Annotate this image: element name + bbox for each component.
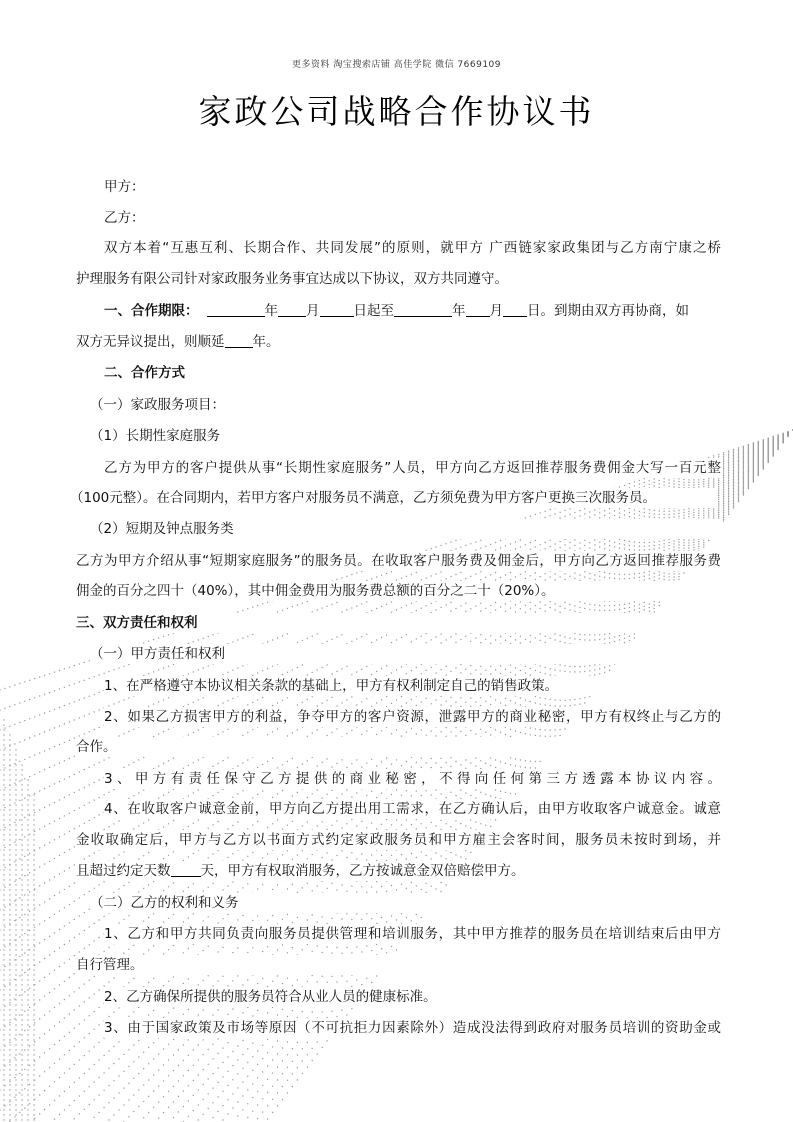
end-year-blank xyxy=(394,302,452,317)
renewal-text: 双方无异议提出，则顺延 xyxy=(76,334,225,350)
party-a-clause-3: 3、甲方有责任保守乙方提供的商业秘密，不得向任何第三方透露本协议内容。 xyxy=(104,771,721,787)
intro-paragraph-line-2: 护理服务有限公司针对家政服务业务事宜达成以下协议，双方共同遵守。 xyxy=(76,269,721,289)
party-b-clause-1-line-1: 1、乙方和甲方共同负责向服务员提供管理和培训服务，其中甲方推荐的服务员在培训结束后由甲方 xyxy=(104,926,721,942)
section-1-heading: 一、合作期限： xyxy=(104,303,199,319)
section-2-item-2-title: （2）短期及钟点服务类 xyxy=(90,519,721,539)
section-2-item-1-line-2: （100元整）。在合同期内，若甲方客户对服务员不满意，乙方须免费为甲方客户更换三次服务员。 xyxy=(70,488,715,508)
party-b-line xyxy=(104,208,721,228)
day-end-label: 日。到期由双方再协商，如 xyxy=(527,303,689,319)
party-a-clause-2-line-2: 合作。 xyxy=(76,737,721,757)
party-a-line xyxy=(104,177,721,197)
section-1-line-2 xyxy=(76,332,721,352)
section-3-subheading-2: （二）乙方的权利和义务 xyxy=(90,893,721,913)
month-label: 月 xyxy=(489,303,503,319)
document-title: 家政公司战略合作协议书 xyxy=(198,92,595,131)
cancellation-text: 天，甲方有权取消服务，乙方按诚意金双倍赔偿甲方。 xyxy=(200,863,525,879)
header-note: 更多资料 淘宝搜索店铺 高佳学院 微信 7669109 xyxy=(291,60,502,70)
agreed-days-blank xyxy=(171,862,201,877)
end-day-blank xyxy=(503,302,527,317)
section-2-item-1-line-1: 乙方为甲方的客户提供从事“长期性家庭服务”人员，甲方向乙方返回推荐服务费佣金大写一百元整 xyxy=(104,460,721,476)
party-a-clause-1: 1、在严格遵守本协议相关条款的基础上，甲方有权利制定自己的销售政策。 xyxy=(104,676,721,696)
start-month-blank xyxy=(278,302,306,317)
party-b-clause-2: 2、乙方确保所提供的服务员符合从业人员的健康标准。 xyxy=(104,987,721,1007)
month-label: 月 xyxy=(306,303,320,319)
party-a-clause-4-line-2: 金收取确定后，甲方与乙方以书面方式约定家政服务员和甲方雇主会客时间，服务员未按时到场，并 xyxy=(76,832,721,848)
section-2-item-2-line-1: 乙方为甲方介绍从事“短期家庭服务”的服务员。在收取客户服务费及佣金后，甲方向乙方返回推荐服务费 xyxy=(76,553,721,569)
start-year-blank xyxy=(207,302,265,317)
renewal-years-blank xyxy=(225,333,253,348)
end-month-blank xyxy=(466,302,490,317)
section-2-subheading-1: （一）家政服务项目： xyxy=(90,395,721,415)
section-1-line-1 xyxy=(104,301,721,321)
party-a-clause-2-line-1: 2、如果乙方损害甲方的利益，争夺甲方的客户资源，泄露甲方的商业秘密，甲方有权终止与乙方的 xyxy=(104,709,721,725)
section-3-subheading-1: （一）甲方责任和权利 xyxy=(90,644,721,664)
party-a-clause-4-line-3 xyxy=(76,861,721,881)
renewal-year-label: 年。 xyxy=(252,334,280,350)
agreed-days-text: 且超过约定天数 xyxy=(76,863,171,879)
year-label: 年 xyxy=(264,303,278,319)
start-day-blank xyxy=(320,302,354,317)
section-2-item-2-line-2: 佣金的百分之四十（40%），其中佣金费用为服务费总额的百分之二十（20%）。 xyxy=(76,581,721,601)
party-b-label: 乙方： xyxy=(104,210,145,226)
party-b-clause-3: 3、由于国家政策及市场等原因（不可抗拒力因素除外）造成没法得到政府对服务员培训的资助金或 xyxy=(104,1020,721,1036)
intro-paragraph-line-1: 双方本着“互惠互利、长期合作、共同发展”的原则，就甲方 广西链家家政集团与乙方南宁康之桥 xyxy=(104,240,721,256)
party-b-clause-1-line-2: 自行管理。 xyxy=(76,955,721,975)
party-a-clause-4-line-1: 4、在收取客户诚意金前，甲方向乙方提出用工需求，在乙方确认后，由甲方收取客户诚意金。诚意 xyxy=(104,801,721,817)
section-2-heading: 二、合作方式 xyxy=(104,363,721,383)
day-from-label: 日起至 xyxy=(353,303,394,319)
year-label: 年 xyxy=(452,303,466,319)
party-a-label: 甲方： xyxy=(104,179,145,195)
section-2-item-1-title: （1）长期性家庭服务 xyxy=(90,426,721,446)
section-3-heading: 三、双方责任和权利 xyxy=(76,613,721,633)
